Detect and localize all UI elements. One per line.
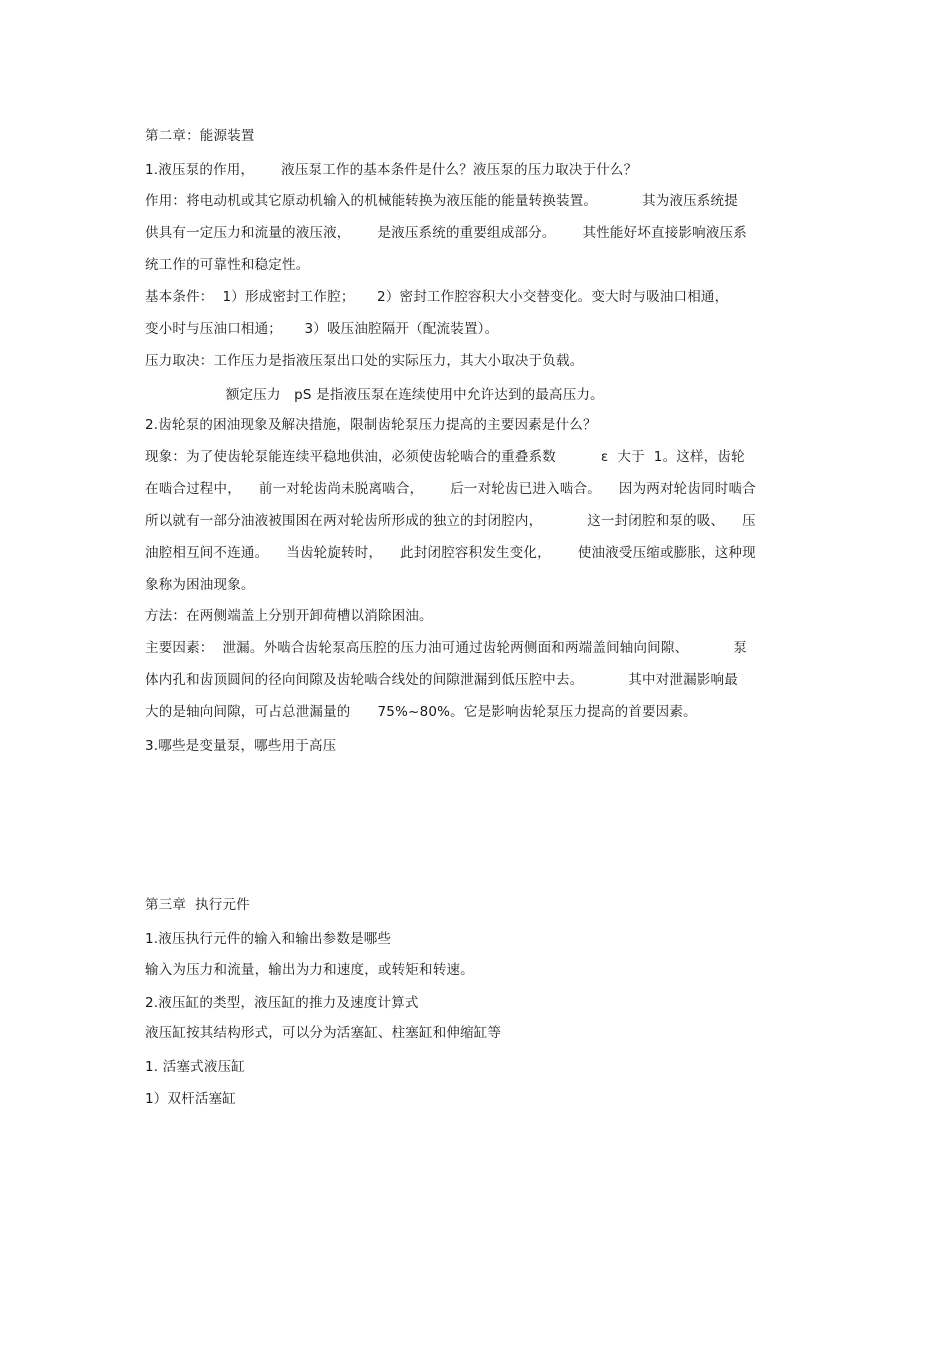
chapter2-heading: 第二章：能源装置 <box>145 128 255 144</box>
ch3-q1-question: 1.液压执行元件的输入和输出参数是哪些 <box>145 931 392 947</box>
ch2-q2-line: 现象：为了使齿轮泵能连续平稳地供油，必须使齿轮啮合的重叠系数 ε 大于 1。这样，齿轮 <box>145 449 745 465</box>
ch3-q2-question: 2.液压缸的类型，液压缸的推力及速度计算式 <box>145 995 419 1011</box>
ch3-q1-answer: 输入为压力和流量，输出为力和速度，或转矩和转速。 <box>145 962 474 978</box>
ch2-q2-line: 主要因素： 泄漏。外啮合齿轮泵高压腔的压力油可通过齿轮两侧面和两端盖间轴向间隙、 泵 <box>145 640 747 656</box>
ch2-q2-line: 方法：在两侧端盖上分别开卸荷槽以消除困油。 <box>145 608 433 624</box>
ch2-q1-line: 供具有一定压力和流量的液压液， 是液压系统的重要组成部分。 其性能好坏直接影响液压系 <box>145 225 747 241</box>
ch2-q1-line: 作用：将电动机或其它原动机输入的机械能转换为液压能的能量转换装置。 其为液压系统提 <box>145 193 738 209</box>
ch2-q1-line: 统工作的可靠性和稳定性。 <box>145 257 310 273</box>
ch2-q2-question: 2.齿轮泵的困油现象及解决措施，限制齿轮泵压力提高的主要因素是什么？ <box>145 417 597 433</box>
ch2-q1-line: 压力取决：工作压力是指液压泵出口处的实际压力，其大小取决于负载。 <box>145 353 584 369</box>
ch2-q3-question: 3.哪些是变量泵，哪些用于高压 <box>145 738 337 754</box>
ch3-q2-item: 1. 活塞式液压缸 <box>145 1059 245 1075</box>
ch2-q1-line: 变小时与压油口相通； 3）吸压油腔隔开（配流装置）。 <box>145 321 499 337</box>
ch2-q2-line: 大的是轴向间隙，可占总泄漏量的 75%~80%。它是影响齿轮泵压力提高的首要因素。 <box>145 704 697 720</box>
chapter3-heading: 第三章 执行元件 <box>145 897 250 913</box>
ch3-q2-answer: 液压缸按其结构形式，可以分为活塞缸、柱塞缸和伸缩缸等 <box>145 1025 502 1041</box>
ch2-q1-line: 基本条件： 1）形成密封工作腔； 2）密封工作腔容积大小交替变化。变大时与吸油口相通， <box>145 289 729 305</box>
ch2-q2-line: 所以就有一部分油液被围困在两对轮齿所形成的独立的封闭腔内， 这一封闭腔和泵的吸、 压 <box>145 513 756 529</box>
ch2-q2-line: 在啮合过程中， 前一对轮齿尚未脱离啮合， 后一对轮齿已进入啮合。 因为两对轮齿同时啮合 <box>145 481 756 497</box>
ch2-q2-line: 体内孔和齿顶圆间的径向间隙及齿轮啮合线处的间隙泄漏到低压腔中去。 其中对泄漏影响最 <box>145 672 738 688</box>
ch2-q1-question: 1.液压泵的作用， 液压泵工作的基本条件是什么？液压泵的压力取决于什么？ <box>145 162 638 178</box>
ch2-q2-line: 油腔相互间不连通。 当齿轮旋转时， 此封闭腔容积发生变化， 使油液受压缩或膨胀，这种现 <box>145 545 756 561</box>
ch2-q1-line: 额定压力 pS 是指液压泵在连续使用中允许达到的最高压力。 <box>145 387 604 403</box>
ch3-q2-subitem: 1）双杆活塞缸 <box>145 1091 236 1107</box>
ch2-q2-line: 象称为困油现象。 <box>145 577 255 593</box>
